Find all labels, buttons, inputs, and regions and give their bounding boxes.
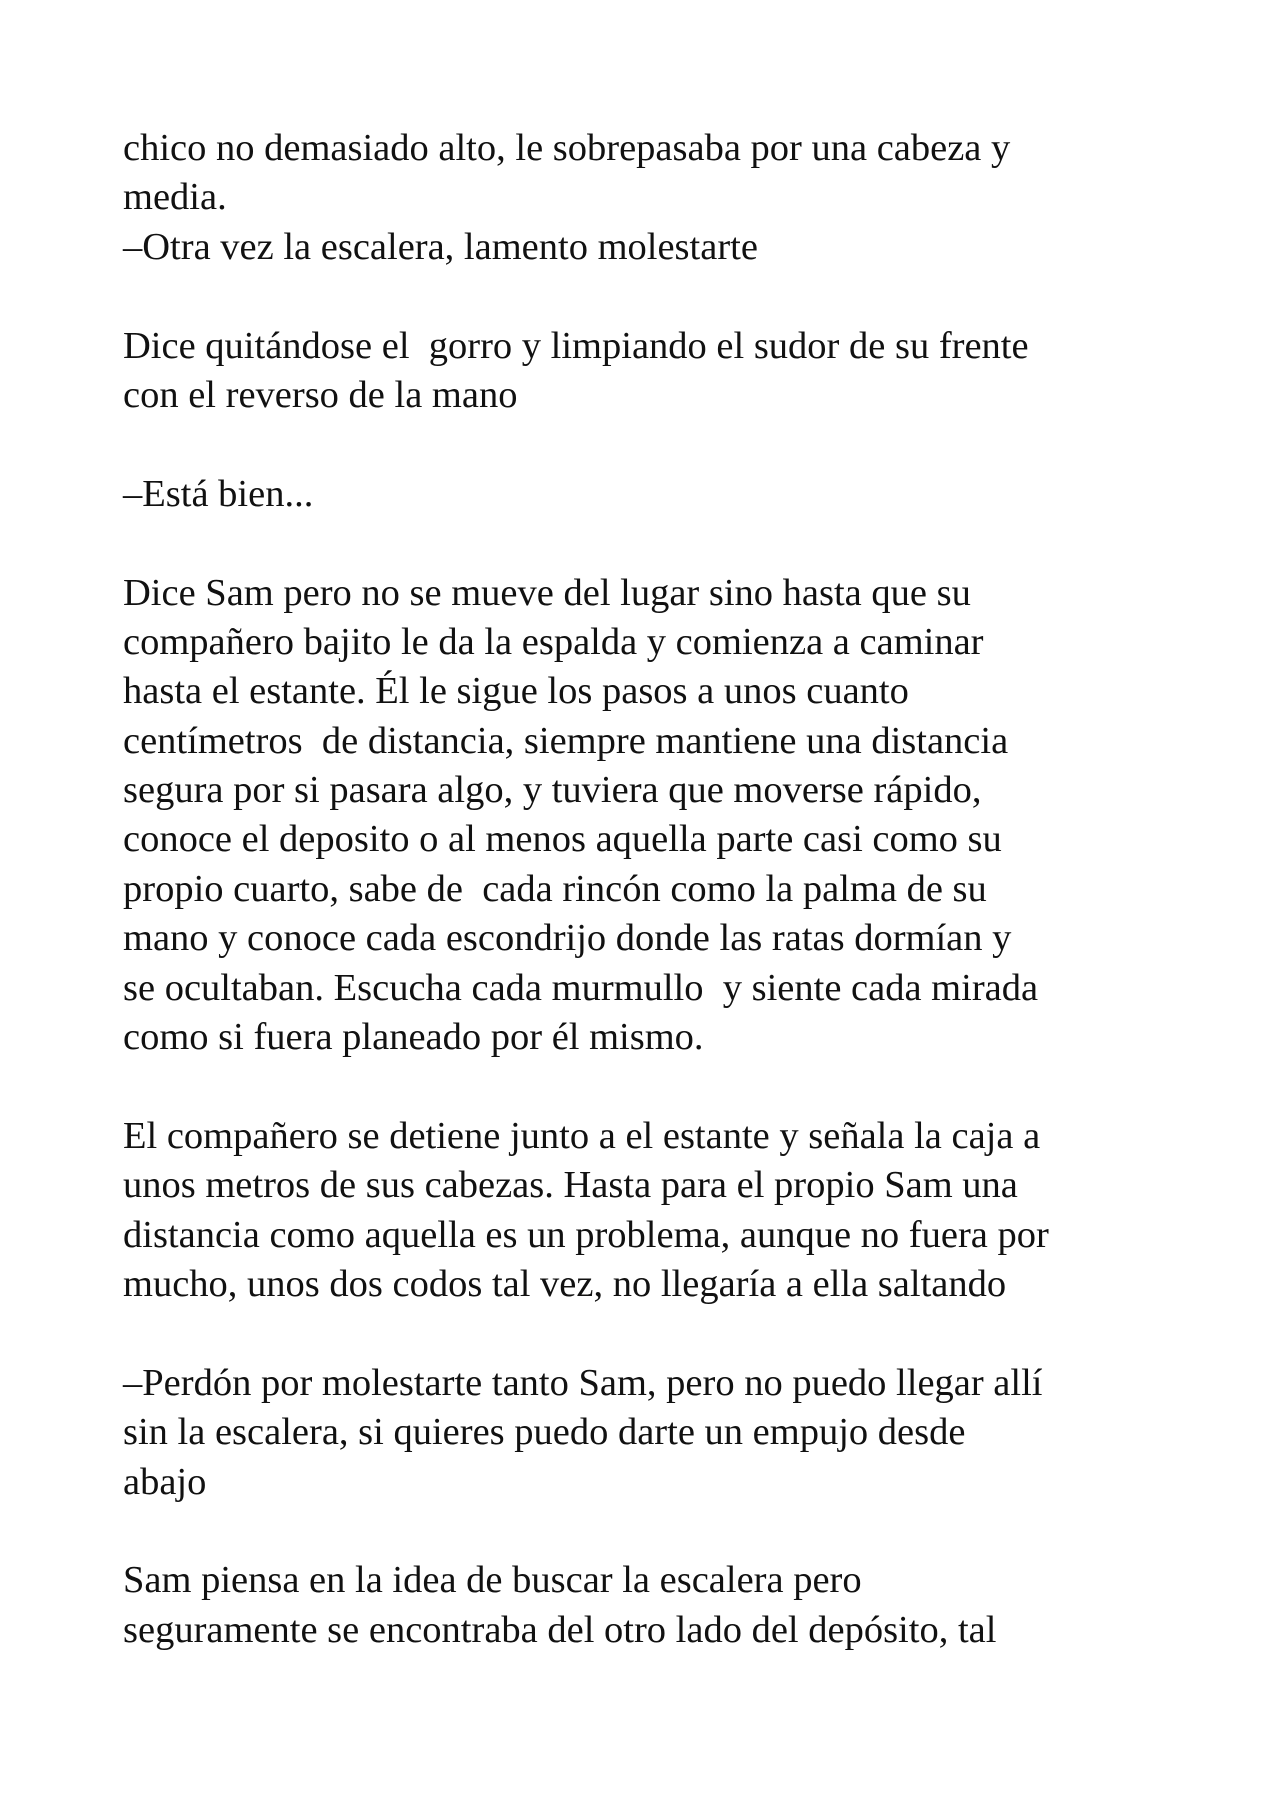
text-line: propio cuarto, sabe de cada rincón como la palma de su (123, 867, 987, 910)
text-line: se ocultaban. Escucha cada murmullo y siente cada mirada (123, 966, 1039, 1009)
text-line: sin la escalera, si quieres puedo darte un empujo desde (123, 1411, 966, 1454)
text-line: conoce el deposito o al menos aquella parte casi como su (123, 818, 1002, 861)
text-line: con el reverso de la mano (123, 373, 518, 416)
text-line: Dice quitándose el gorro y limpiando el sudor de su frente (123, 324, 1029, 367)
paragraph-7 (123, 1556, 1183, 1655)
paragraph-spacer (123, 1062, 1183, 1111)
text-line: centímetros de distancia, siempre mantiene una distancia (123, 719, 1009, 762)
paragraph-spacer (123, 519, 1183, 568)
text-line: –Perdón por molestarte tanto Sam, pero no puedo llegar allí (123, 1361, 1043, 1404)
text-line: hasta el estante. Él le sigue los pasos a unos cuanto (123, 670, 909, 713)
text-line: como si fuera planeado por él mismo. (123, 1016, 704, 1059)
text-line: abajo (123, 1460, 207, 1503)
text-line: media. (123, 176, 227, 219)
text-line: –Otra vez la escalera, lamento molestarte (123, 225, 758, 268)
paragraph-spacer (123, 1309, 1183, 1358)
text-line: –Está bien... (123, 472, 314, 515)
paragraph-spacer (123, 272, 1183, 321)
text-line: segura por si pasara algo, y tuviera que moverse rápido, (123, 769, 982, 812)
text-line: El compañero se detiene junto a el estante y señala la caja a (123, 1114, 1041, 1157)
paragraph-1 (123, 124, 1183, 272)
body-text (123, 124, 1183, 1655)
text-line: Dice Sam pero no se mueve del lugar sino hasta que su (123, 571, 971, 614)
text-line: distancia como aquella es un problema, aunque no fuera por (123, 1213, 1049, 1256)
paragraph-4 (123, 569, 1183, 1063)
paragraph-2 (123, 322, 1183, 421)
paragraph-6 (123, 1359, 1183, 1507)
text-line: Sam piensa en la idea de buscar la escalera pero (123, 1559, 862, 1602)
text-line: chico no demasiado alto, le sobrepasaba por una cabeza y (123, 127, 1011, 169)
paragraph-spacer (123, 1507, 1183, 1556)
text-line: mucho, unos dos codos tal vez, no llegaría a ella saltando (123, 1262, 1007, 1305)
paragraph-3 (123, 470, 1183, 519)
text-line: compañero bajito le da la espalda y comienza a caminar (123, 620, 984, 663)
text-line: mano y conoce cada escondrijo donde las ratas dormían y (123, 917, 1012, 960)
text-line: unos metros de sus cabezas. Hasta para el propio Sam una (123, 1164, 1018, 1207)
text-line: seguramente se encontraba del otro lado del depósito, tal (123, 1608, 997, 1651)
paragraph-5 (123, 1112, 1183, 1310)
paragraph-spacer (123, 420, 1183, 469)
